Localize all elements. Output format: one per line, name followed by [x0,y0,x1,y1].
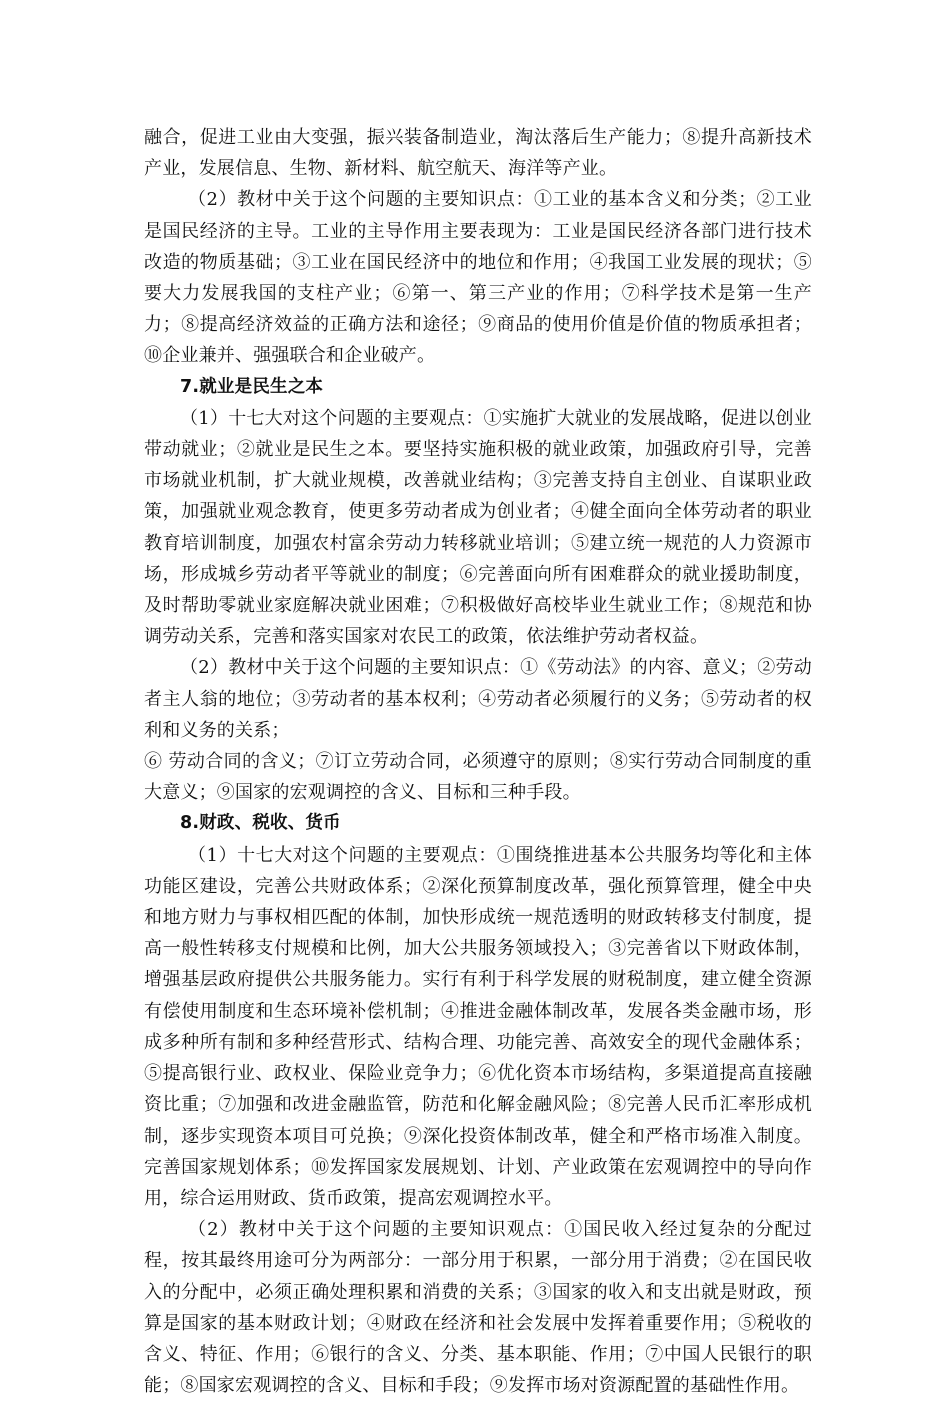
paragraph-finance-congress-views: （1）十七大对这个问题的主要观点：①围绕推进基本公共服务均等化和主体功能区建设，完善公共财政体系；②深化预算制度改革，强化预算管理，健全中央和地方财力与事权相匹配的体制，加快形成统一规范透明的财政转移支付制度，提高一般性转移支付规模和比例，加大公共服务领域投入；③完善省以下财政体制，增强基层政府提供公共服务能力。实行有利于科学发展的财税制度，建立健全资源有偿使用制度和生态环境补偿机制；④推进金融体制改革，发展各类金融市场，形成多种所有制和多种经营形式、结构合理、功能完善、高效安全的现代金融体系；⑤提高银行业、政权业、保险业竞争力；⑥优化资本市场结构，多渠道提高直接融资比重；⑦加强和改进金融监管，防范和化解金融风险；⑧完善人民币汇率形成机制，逐步实现资本项目可兑换；⑨深化投资体制改革，健全和严格市场准入制度。完善国家规划体系；⑩发挥国家发展规划、计划、产业政策在宏观调控中的导向作用，综合运用财政、货币政策，提高宏观调控水平。 [144,844,812,1209]
section-heading-employment: 7.就业是民生之本 [180,376,324,397]
section-heading-finance-tax-currency: 8.财政、税收、货币 [180,813,341,834]
document-page [144,122,812,1401]
paragraph-employment-textbook-points: （2）教材中关于这个问题的主要知识点：①《劳动法》的内容、意义；②劳动者主人翁的地位；③劳动者的基本权利；④劳动者必须履行的义务；⑤劳动者的权利和义务的关系； [144,657,812,741]
paragraph-employment-congress-views: （1）十七大对这个问题的主要观点：①实施扩大就业的发展战略，促进以创业带动就业；②就业是民生之本。要坚持实施积极的就业政策，加强政府引导，完善市场就业机制，扩大就业规模，改善就业结构；③完善支持自主创业、自谋职业政策，加强就业观念教育，使更多劳动者成为创业者；④健全面向全体劳动者的职业教育培训制度，加强农村富余劳动力转移就业培训；⑤建立统一规范的人力资源市场，形成城乡劳动者平等就业的制度；⑥完善面向所有困难群众的就业援助制度，及时帮助零就业家庭解决就业困难；⑦积极做好高校毕业生就业工作；⑧规范和协调劳动关系，完善和落实国家对农民工的政策，依法维护劳动者权益。 [144,407,812,648]
paragraph-industry-textbook-points: （2）教材中关于这个问题的主要知识点：①工业的基本含义和分类；②工业是国民经济的主导。工业的主导作用主要表现为：工业是国民经济各部门进行技术改造的物质基础；③工业在国民经济中的地位和作用；④我国工业发展的现状；⑤要大力发展我国的支柱产业；⑥第一、第三产业的作用；⑦科学技术是第一生产力；⑧提高经济效益的正确方法和途径；⑨商品的使用价值是价值的物质承担者；⑩企业兼并、强强联合和企业破产。 [144,189,812,367]
paragraph-finance-textbook-points: （2）教材中关于这个问题的主要知识观点：①国民收入经过复杂的分配过程，按其最终用途可分为两部分：一部分用于积累，一部分用于消费；②在国民收入的分配中，必须正确处理积累和消费的关系；③国家的收入和支出就是财政，预算是国家的基本财政计划；④财政在经济和社会发展中发挥着重要作用；⑤税收的含义、特征、作用；⑥银行的含义、分类、基本职能、作用；⑦中国人民银行的职能；⑧国家宏观调控的含义、目标和手段；⑨发挥市场对资源配置的基础性作用。 [144,1219,812,1397]
paragraph-industry-continued: 融合，促进工业由大变强，振兴装备制造业，淘汰落后生产能力；⑧提升高新技术产业，发展信息、生物、新材料、航空航天、海洋等产业。 [144,127,812,180]
paragraph-labor-contract: ⑥ 劳动合同的含义；⑦订立劳动合同，必须遵守的原则；⑧实行劳动合同制度的重大意义；⑨国家的宏观调控的含义、目标和三种手段。 [144,751,812,804]
